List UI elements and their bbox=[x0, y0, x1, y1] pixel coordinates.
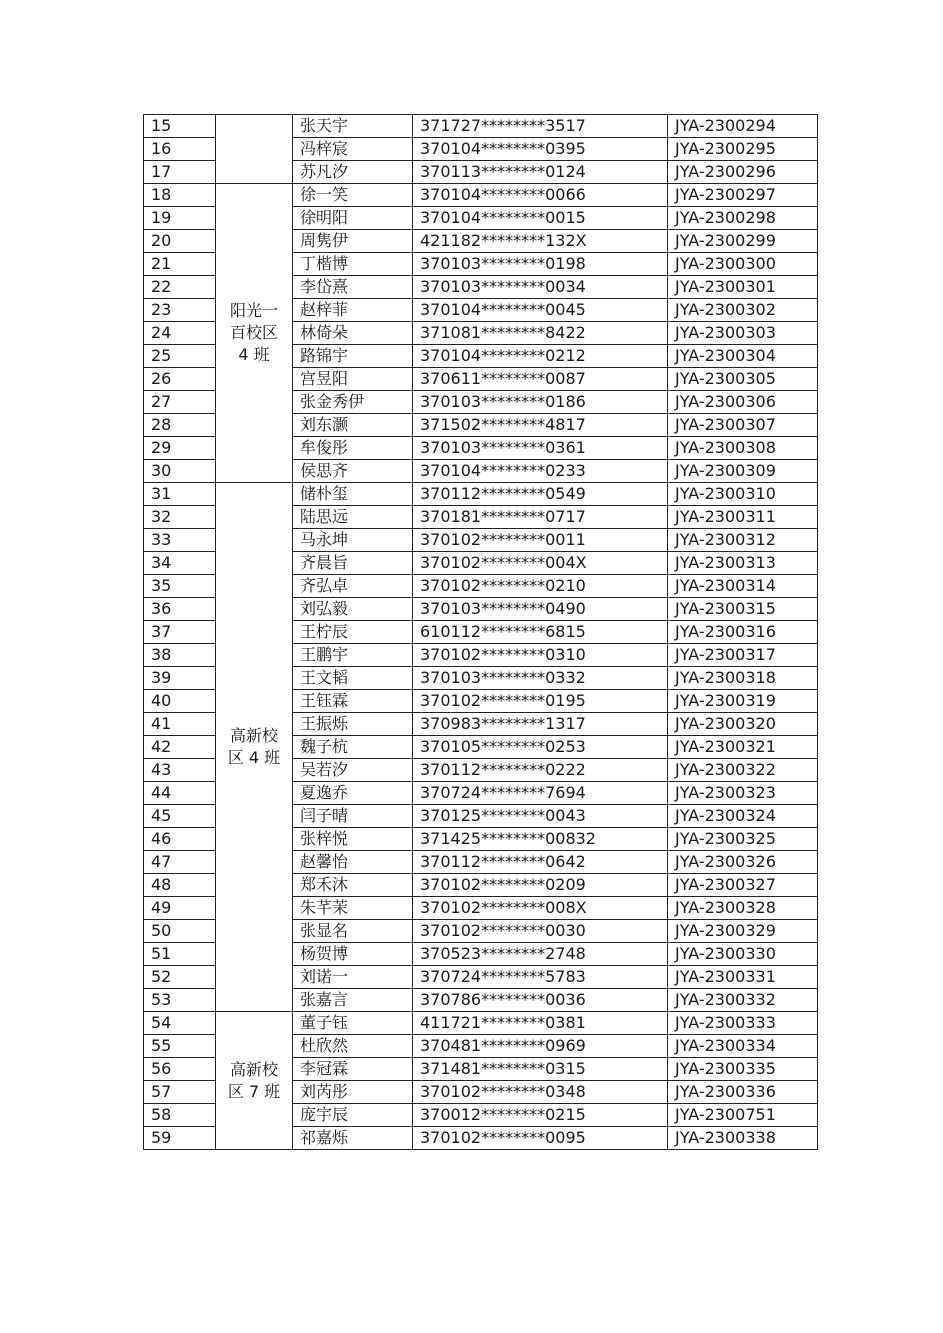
id-number: 370112********0222 bbox=[413, 759, 668, 782]
registration-code: JYA-2300309 bbox=[668, 460, 818, 483]
student-name: 王文韬 bbox=[293, 667, 413, 690]
id-number: 370104********0045 bbox=[413, 299, 668, 322]
student-roster-table bbox=[143, 114, 818, 1150]
row-number: 46 bbox=[144, 828, 216, 851]
row-number: 58 bbox=[144, 1104, 216, 1127]
id-number: 370105********0253 bbox=[413, 736, 668, 759]
id-number: 370102********008X bbox=[413, 897, 668, 920]
registration-code: JYA-2300320 bbox=[668, 713, 818, 736]
student-name: 杨贺博 bbox=[293, 943, 413, 966]
row-number: 45 bbox=[144, 805, 216, 828]
id-number: 370103********0361 bbox=[413, 437, 668, 460]
id-number: 370104********0066 bbox=[413, 184, 668, 207]
id-number: 370102********0030 bbox=[413, 920, 668, 943]
id-number: 370102********0348 bbox=[413, 1081, 668, 1104]
student-name: 王振烁 bbox=[293, 713, 413, 736]
row-number: 50 bbox=[144, 920, 216, 943]
student-name: 朱芊茉 bbox=[293, 897, 413, 920]
student-name: 祁嘉烁 bbox=[293, 1127, 413, 1150]
student-name: 张显名 bbox=[293, 920, 413, 943]
id-number: 370102********0095 bbox=[413, 1127, 668, 1150]
registration-code: JYA-2300312 bbox=[668, 529, 818, 552]
class-cell bbox=[216, 115, 293, 184]
id-number: 370103********0034 bbox=[413, 276, 668, 299]
row-number: 55 bbox=[144, 1035, 216, 1058]
row-number: 44 bbox=[144, 782, 216, 805]
student-name: 杜欣然 bbox=[293, 1035, 413, 1058]
row-number: 47 bbox=[144, 851, 216, 874]
id-number: 370103********0332 bbox=[413, 667, 668, 690]
row-number: 16 bbox=[144, 138, 216, 161]
registration-code: JYA-2300326 bbox=[668, 851, 818, 874]
registration-code: JYA-2300297 bbox=[668, 184, 818, 207]
id-number: 370104********0395 bbox=[413, 138, 668, 161]
row-number: 19 bbox=[144, 207, 216, 230]
registration-code: JYA-2300327 bbox=[668, 874, 818, 897]
id-number: 370102********0210 bbox=[413, 575, 668, 598]
row-number: 31 bbox=[144, 483, 216, 506]
row-number: 26 bbox=[144, 368, 216, 391]
id-number: 370103********0490 bbox=[413, 598, 668, 621]
row-number: 51 bbox=[144, 943, 216, 966]
row-number: 40 bbox=[144, 690, 216, 713]
row-number: 21 bbox=[144, 253, 216, 276]
registration-code: JYA-2300308 bbox=[668, 437, 818, 460]
id-number: 371502********4817 bbox=[413, 414, 668, 437]
row-number: 42 bbox=[144, 736, 216, 759]
row-number: 56 bbox=[144, 1058, 216, 1081]
row-number: 35 bbox=[144, 575, 216, 598]
student-name: 张天宇 bbox=[293, 115, 413, 138]
registration-code: JYA-2300751 bbox=[668, 1104, 818, 1127]
student-name: 刘东灏 bbox=[293, 414, 413, 437]
registration-code: JYA-2300338 bbox=[668, 1127, 818, 1150]
student-name: 陆思远 bbox=[293, 506, 413, 529]
row-number: 48 bbox=[144, 874, 216, 897]
student-name: 齐晨旨 bbox=[293, 552, 413, 575]
registration-code: JYA-2300333 bbox=[668, 1012, 818, 1035]
id-number: 370724********5783 bbox=[413, 966, 668, 989]
registration-code: JYA-2300299 bbox=[668, 230, 818, 253]
row-number: 20 bbox=[144, 230, 216, 253]
class-label-line: 区 4 班 bbox=[227, 748, 281, 767]
class-label-line: 百校区 bbox=[229, 323, 278, 342]
id-number: 370125********0043 bbox=[413, 805, 668, 828]
student-name: 李冠霖 bbox=[293, 1058, 413, 1081]
row-number: 38 bbox=[144, 644, 216, 667]
id-number: 370012********0215 bbox=[413, 1104, 668, 1127]
student-name: 郑禾沐 bbox=[293, 874, 413, 897]
registration-code: JYA-2300300 bbox=[668, 253, 818, 276]
row-number: 54 bbox=[144, 1012, 216, 1035]
id-number: 370102********0310 bbox=[413, 644, 668, 667]
row-number: 23 bbox=[144, 299, 216, 322]
row-number: 52 bbox=[144, 966, 216, 989]
table-row bbox=[144, 115, 818, 138]
row-number: 28 bbox=[144, 414, 216, 437]
table-row bbox=[144, 483, 818, 506]
student-name: 刘诺一 bbox=[293, 966, 413, 989]
student-name: 赵馨怡 bbox=[293, 851, 413, 874]
row-number: 29 bbox=[144, 437, 216, 460]
student-name: 侯思齐 bbox=[293, 460, 413, 483]
registration-code: JYA-2300324 bbox=[668, 805, 818, 828]
id-number: 370724********7694 bbox=[413, 782, 668, 805]
id-number: 370102********004X bbox=[413, 552, 668, 575]
id-number: 371425********00832 bbox=[413, 828, 668, 851]
registration-code: JYA-2300330 bbox=[668, 943, 818, 966]
registration-code: JYA-2300334 bbox=[668, 1035, 818, 1058]
class-cell bbox=[216, 483, 293, 1012]
student-name: 张梓悦 bbox=[293, 828, 413, 851]
row-number: 22 bbox=[144, 276, 216, 299]
row-number: 39 bbox=[144, 667, 216, 690]
row-number: 36 bbox=[144, 598, 216, 621]
row-number: 43 bbox=[144, 759, 216, 782]
registration-code: JYA-2300304 bbox=[668, 345, 818, 368]
id-number: 411721********0381 bbox=[413, 1012, 668, 1035]
row-number: 33 bbox=[144, 529, 216, 552]
id-number: 370104********0015 bbox=[413, 207, 668, 230]
registration-code: JYA-2300298 bbox=[668, 207, 818, 230]
id-number: 370611********0087 bbox=[413, 368, 668, 391]
id-number: 370112********0549 bbox=[413, 483, 668, 506]
registration-code: JYA-2300331 bbox=[668, 966, 818, 989]
id-number: 610112********6815 bbox=[413, 621, 668, 644]
student-name: 牟俊彤 bbox=[293, 437, 413, 460]
id-number: 370102********0011 bbox=[413, 529, 668, 552]
registration-code: JYA-2300313 bbox=[668, 552, 818, 575]
student-name: 李岱熹 bbox=[293, 276, 413, 299]
row-number: 53 bbox=[144, 989, 216, 1012]
id-number: 370523********2748 bbox=[413, 943, 668, 966]
student-name: 冯梓宸 bbox=[293, 138, 413, 161]
row-number: 41 bbox=[144, 713, 216, 736]
student-name: 丁楷博 bbox=[293, 253, 413, 276]
registration-code: JYA-2300319 bbox=[668, 690, 818, 713]
registration-code: JYA-2300322 bbox=[668, 759, 818, 782]
student-name: 徐一笑 bbox=[293, 184, 413, 207]
student-name: 周隽伊 bbox=[293, 230, 413, 253]
student-name: 王柠辰 bbox=[293, 621, 413, 644]
roster-body bbox=[144, 115, 818, 1150]
registration-code: JYA-2300332 bbox=[668, 989, 818, 1012]
id-number: 421182********132X bbox=[413, 230, 668, 253]
class-label-line: 阳光一 bbox=[229, 301, 278, 320]
registration-code: JYA-2300310 bbox=[668, 483, 818, 506]
row-number: 15 bbox=[144, 115, 216, 138]
table-row bbox=[144, 184, 818, 207]
student-name: 林倚朵 bbox=[293, 322, 413, 345]
id-number: 370786********0036 bbox=[413, 989, 668, 1012]
id-number: 370103********0186 bbox=[413, 391, 668, 414]
student-name: 庞宇辰 bbox=[293, 1104, 413, 1127]
id-number: 370104********0212 bbox=[413, 345, 668, 368]
id-number: 370181********0717 bbox=[413, 506, 668, 529]
student-name: 王鹏宇 bbox=[293, 644, 413, 667]
registration-code: JYA-2300295 bbox=[668, 138, 818, 161]
id-number: 370481********0969 bbox=[413, 1035, 668, 1058]
row-number: 32 bbox=[144, 506, 216, 529]
row-number: 34 bbox=[144, 552, 216, 575]
id-number: 370983********1317 bbox=[413, 713, 668, 736]
student-name: 刘弘毅 bbox=[293, 598, 413, 621]
student-name: 马永坤 bbox=[293, 529, 413, 552]
registration-code: JYA-2300323 bbox=[668, 782, 818, 805]
row-number: 37 bbox=[144, 621, 216, 644]
student-name: 董子钰 bbox=[293, 1012, 413, 1035]
class-label-line: 区 7 班 bbox=[227, 1081, 281, 1101]
student-name: 苏凡汐 bbox=[293, 161, 413, 184]
student-name: 闫子晴 bbox=[293, 805, 413, 828]
id-number: 370113********0124 bbox=[413, 161, 668, 184]
student-name: 徐明阳 bbox=[293, 207, 413, 230]
class-label-line: 4 班 bbox=[238, 345, 270, 364]
registration-code: JYA-2300325 bbox=[668, 828, 818, 851]
registration-code: JYA-2300311 bbox=[668, 506, 818, 529]
registration-code: JYA-2300316 bbox=[668, 621, 818, 644]
row-number: 30 bbox=[144, 460, 216, 483]
row-number: 57 bbox=[144, 1081, 216, 1104]
student-name: 储朴玺 bbox=[293, 483, 413, 506]
row-number: 18 bbox=[144, 184, 216, 207]
row-number: 17 bbox=[144, 161, 216, 184]
registration-code: JYA-2300328 bbox=[668, 897, 818, 920]
class-cell bbox=[216, 1012, 293, 1150]
id-number: 371081********8422 bbox=[413, 322, 668, 345]
registration-code: JYA-2300305 bbox=[668, 368, 818, 391]
id-number: 371481********0315 bbox=[413, 1058, 668, 1081]
row-number: 25 bbox=[144, 345, 216, 368]
registration-code: JYA-2300296 bbox=[668, 161, 818, 184]
id-number: 371727********3517 bbox=[413, 115, 668, 138]
id-number: 370102********0209 bbox=[413, 874, 668, 897]
id-number: 370102********0195 bbox=[413, 690, 668, 713]
table-row bbox=[144, 1012, 818, 1035]
student-name: 刘芮彤 bbox=[293, 1081, 413, 1104]
student-name: 魏子杭 bbox=[293, 736, 413, 759]
registration-code: JYA-2300306 bbox=[668, 391, 818, 414]
id-number: 370112********0642 bbox=[413, 851, 668, 874]
id-number: 370103********0198 bbox=[413, 253, 668, 276]
row-number: 49 bbox=[144, 897, 216, 920]
registration-code: JYA-2300318 bbox=[668, 667, 818, 690]
row-number: 59 bbox=[144, 1127, 216, 1150]
registration-code: JYA-2300315 bbox=[668, 598, 818, 621]
student-name: 夏逸乔 bbox=[293, 782, 413, 805]
registration-code: JYA-2300336 bbox=[668, 1081, 818, 1104]
registration-code: JYA-2300301 bbox=[668, 276, 818, 299]
registration-code: JYA-2300307 bbox=[668, 414, 818, 437]
student-name: 吴若汐 bbox=[293, 759, 413, 782]
student-name: 张嘉言 bbox=[293, 989, 413, 1012]
student-name: 齐弘卓 bbox=[293, 575, 413, 598]
registration-code: JYA-2300294 bbox=[668, 115, 818, 138]
student-name: 宫昱阳 bbox=[293, 368, 413, 391]
student-name: 赵梓菲 bbox=[293, 299, 413, 322]
registration-code: JYA-2300317 bbox=[668, 644, 818, 667]
registration-code: JYA-2300302 bbox=[668, 299, 818, 322]
student-name: 王钰霖 bbox=[293, 690, 413, 713]
student-name: 张金秀伊 bbox=[293, 391, 413, 414]
student-name: 路锦宇 bbox=[293, 345, 413, 368]
class-label-line: 高新校 bbox=[229, 1059, 278, 1079]
registration-code: JYA-2300321 bbox=[668, 736, 818, 759]
row-number: 27 bbox=[144, 391, 216, 414]
registration-code: JYA-2300303 bbox=[668, 322, 818, 345]
registration-code: JYA-2300335 bbox=[668, 1058, 818, 1081]
class-label-line: 高新校 bbox=[229, 726, 278, 745]
id-number: 370104********0233 bbox=[413, 460, 668, 483]
class-cell bbox=[216, 184, 293, 483]
registration-code: JYA-2300329 bbox=[668, 920, 818, 943]
row-number: 24 bbox=[144, 322, 216, 345]
registration-code: JYA-2300314 bbox=[668, 575, 818, 598]
